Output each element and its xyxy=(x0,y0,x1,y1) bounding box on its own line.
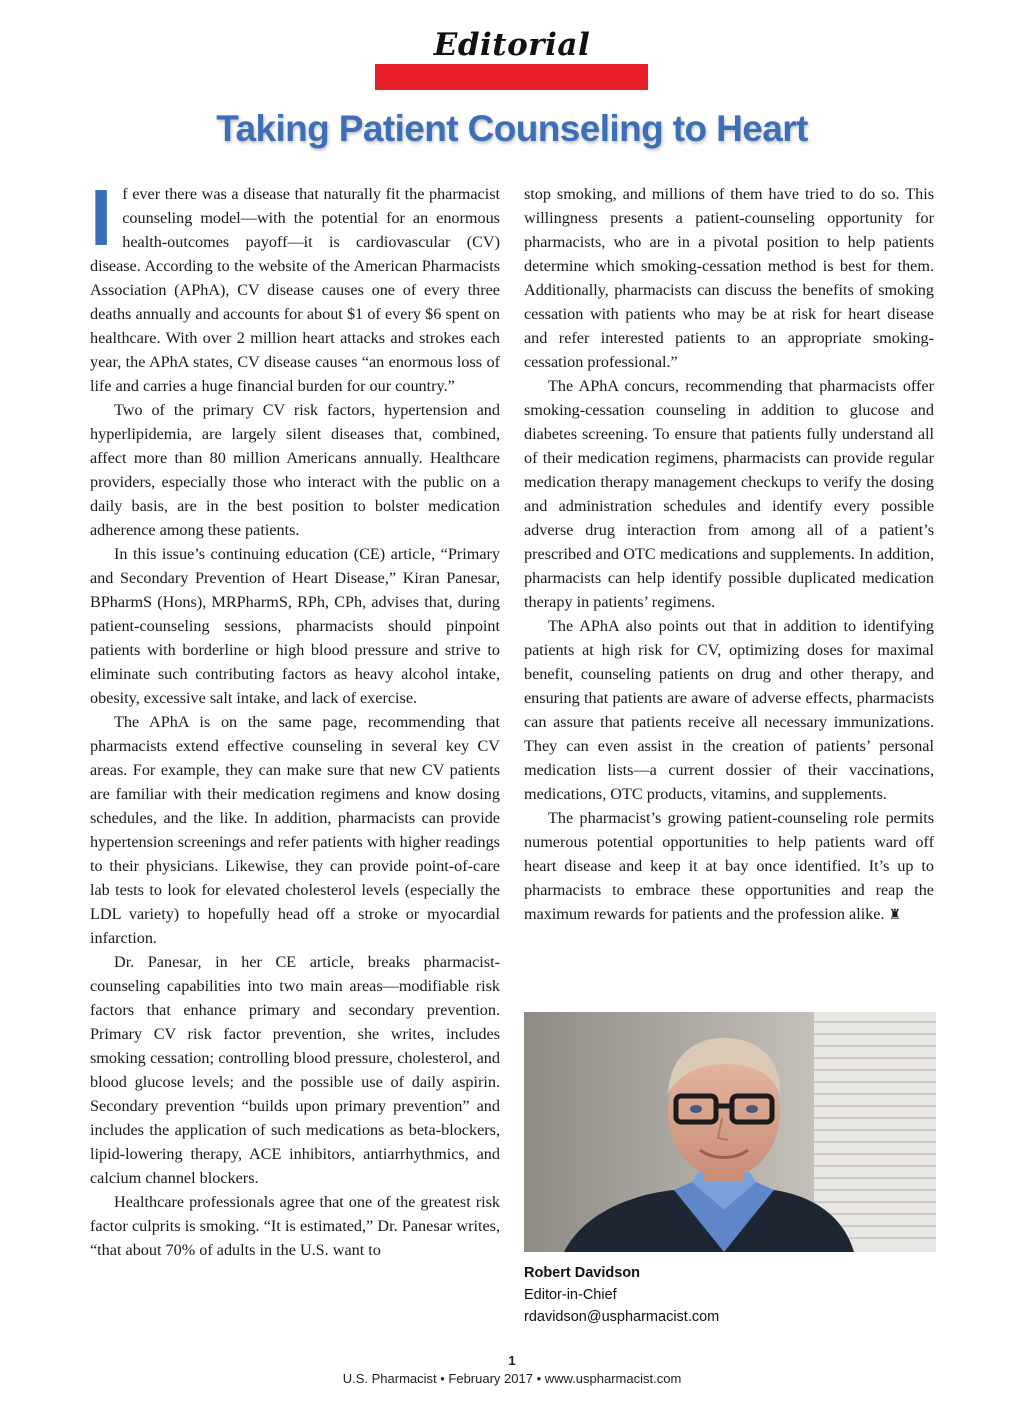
author-photo xyxy=(524,1012,936,1252)
paragraph-10 xyxy=(524,806,934,928)
author-byline xyxy=(524,1262,719,1328)
drop-cap: I xyxy=(90,173,113,262)
paragraph-5: Dr. Panesar, in her CE article, breaks pharmacist-counseling capabilities into two main areas—modifiable risk factors that enhance primary and secondary prevention. Primary CV risk factor prevention, she writes, includes smoking cessation; controlling blood pressure, cholesterol, and blood glucose levels; and the possible use of daily aspirin. Secondary prevention “builds upon primary prevention” and includes the application of such medications as beta-blockers, lipid-lowering therapy, ACE inhibitors, antiarrhythmics, and calcium channel blockers. xyxy=(90,953,500,1187)
section-label: Editorial xyxy=(433,27,591,63)
article-title: Taking Patient Counseling to Heart xyxy=(216,108,808,149)
section-header xyxy=(0,27,1024,63)
author-email[interactable]: rdavidson@uspharmacist.com xyxy=(524,1309,720,1325)
left-column xyxy=(90,173,500,1262)
red-accent-bar xyxy=(375,64,648,90)
paragraph-4: The APhA is on the same page, recommending that pharmacists extend effective counseling in several key CV areas. For example, they can make sure that new CV patients are familiar with their medication regimens and know dosing schedules, and the like. In addition, pharmacists can provide hypertension screenings and refer patients with higher readings to their physicians. Likewise, they can provide point-of-care lab tests to look for elevated cholesterol levels (especially the LDL variety) to hopefully head off a stroke or myocardial infarction. xyxy=(90,713,500,947)
author-portrait-illustration xyxy=(524,1012,936,1252)
end-mark-icon: ♜ xyxy=(888,908,902,923)
paragraph-3: In this issue’s continuing education (CE) article, “Primary and Secondary Prevention of Heart Disease,” Kiran Panesar, BPharmS (Hons), MRPharmS, RPh, CPh, advises that, during patient-counseling sessions, pharmacists should pinpoint patients with borderline or high blood pressure and strive to eliminate such contributing factors as heavy alcohol intake, obesity, excessive salt intake, and lack of exercise. xyxy=(90,545,500,707)
paragraph-10-text: The pharmacist’s growing patient-counseling role permits numerous potential opportunities to help patients ward off heart disease and keep it at bay once identified. It’s up to pharmacists to embrace these opportunities and reap the maximum rewards for patients and the profession alike. xyxy=(524,809,934,923)
right-column xyxy=(524,182,934,928)
page-number: 1 xyxy=(508,1353,516,1368)
footer-publication-line: U.S. Pharmacist • February 2017 • www.uspharmacist.com xyxy=(342,1371,682,1386)
paragraph-1-text: f ever there was a disease that naturally fit the pharmacist counseling model—with the potential for an enormous health-outcomes payoff—it is cardiovascular (CV) disease. According to the website of the American Pharmacists Association (APhA), CV disease causes one of every three deaths annually and accounts for about $1 of every $6 spent on healthcare. With over 2 million heart attacks and strokes each year, the APhA states, CV disease causes “an enormous loss of life and carries a huge financial burden for our country.” xyxy=(90,185,500,395)
paragraph-9: The APhA also points out that in addition to identifying patients at high risk for CV, optimizing doses for maximal benefit, counseling patients on drug and other therapy, and ensuring that patients are aware of adverse effects, pharmacists can assure that patients receive all necessary immunizations. They can even assist in the creation of patients’ personal medication lists—a current dossier of their vaccinations, medications, OTC products, vitamins, and supplements. xyxy=(524,617,934,803)
author-role: Editor-in-Chief xyxy=(524,1287,617,1303)
paragraph-1 xyxy=(90,173,500,398)
page-footer xyxy=(0,1352,1024,1388)
paragraph-7: stop smoking, and millions of them have tried to do so. This willingness presents a patient-counseling opportunity for pharmacists, who are in a pivotal position to help patients determine which smoking-cessation method is best for them. Additionally, pharmacists can discuss the benefits of smoking cessation with patients who may be at risk for heart disease and refer interested patients to an appropriate smoking-cessation professional.” xyxy=(524,185,934,371)
author-name: Robert Davidson xyxy=(524,1265,641,1281)
paragraph-6: Healthcare professionals agree that one of the greatest risk factor culprits is smoking. “It is estimated,” Dr. Panesar writes, “that about 70% of adults in the U.S. want to xyxy=(90,1193,500,1259)
paragraph-8: The APhA concurs, recommending that pharmacists offer smoking-cessation counseling in addition to glucose and diabetes screening. To ensure that patients fully understand all of their medication regimens, pharmacists can provide regular medication therapy management checkups to verify the dosing and administration schedules and identify every possible adverse drug interaction from among all of a patient’s prescribed and OTC medications and supplements. In addition, pharmacists can help identify possible duplicated medication therapy in patients’ regimens. xyxy=(524,377,934,611)
paragraph-2: Two of the primary CV risk factors, hypertension and hyperlipidemia, are largely silent diseases that, combined, affect more than 80 million Americans annually. Healthcare providers, especially those who interact with the public on a daily basis, are in the best position to bolster medication adherence among these patients. xyxy=(90,401,500,539)
